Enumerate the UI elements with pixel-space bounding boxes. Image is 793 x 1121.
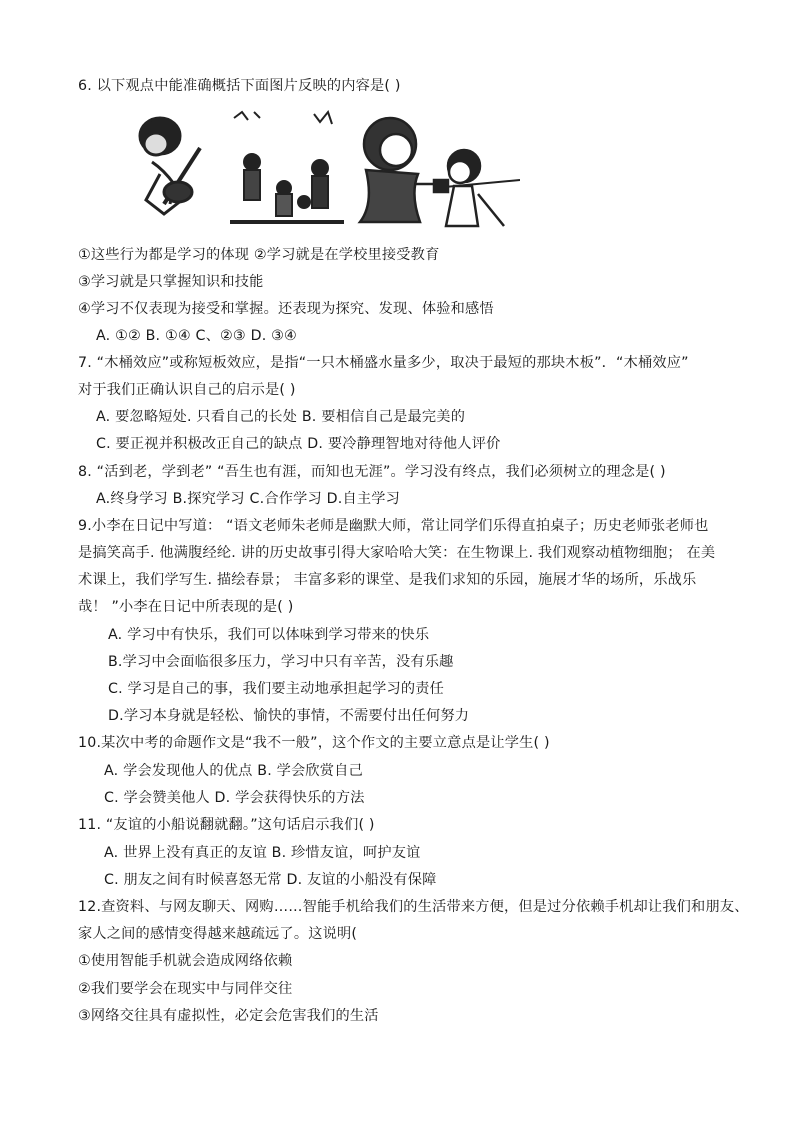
q7-stem-line-1: 7. “木桶效应”或称短板效应，是指“一只木桶盛水量多少，取决于最短的那块木板”．“木桶效应” (78, 355, 689, 371)
q12-statement-2: ②我们要学会在现实中与同伴交往 (78, 981, 293, 997)
q12-statement-3: ③网络交往具有虚拟性，必定会危害我们的生活 (78, 1008, 379, 1024)
q10-stem: 10.某次中考的命题作文是“我不一般”，这个作文的主要立意点是让学生( ) (78, 735, 550, 751)
q9-option-c: C. 学习是自己的事，我们要主动地承担起学习的责任 (108, 681, 445, 697)
q9-stem-line-2: 是搞笑高手. 他满腹经纶. 讲的历史故事引得大家哈哈大笑：在生物课上. 我们观察动植物细胞； 在美 (78, 545, 716, 561)
q8-options: A.终身学习 B.探究学习 C.合作学习 D.自主学习 (96, 491, 400, 507)
q7-options-row-1: A. 要忽略短处. 只看自己的长处 B. 要相信自己是最完美的 (96, 409, 466, 425)
q6-options: A. ①② B. ①④ C、②③ D. ③④ (96, 328, 297, 344)
q12-statement-1: ①使用智能手机就会造成网络依赖 (78, 953, 293, 969)
classroom-scene (228, 110, 344, 226)
q6-stem: 6. 以下观点中能准确概括下面图片反映的内容是( ) (78, 78, 401, 94)
q10-options-row-1: A. 学会发现他人的优点 B. 学会欣赏自己 (104, 763, 363, 779)
q7-options-row-2: C. 要正视并积极改正自己的缺点 D. 要冷静理智地对待他人评价 (96, 436, 501, 452)
q6-statement-3: ③学习就是只掌握知识和技能 (78, 274, 264, 290)
q9-option-a: A. 学习中有快乐，我们可以体味到学习带来的快乐 (108, 627, 430, 643)
q12-stem-line-1: 12.查资料、与网友聊天、网购……智能手机给我们的生活带来方便，但是过分依赖手机却让我们和朋友、 (78, 899, 749, 915)
q9-stem-line-1: 9.小李在日记中写道： “语文老师朱老师是幽默大师，常让同学们乐得直拍桌子；历史老师张老师也 (78, 518, 709, 534)
q6-statement-1-2: ①这些行为都是学习的体现 ②学习就是在学校里接受教育 (78, 247, 440, 263)
q6-statement-4: ④学习不仅表现为接受和掌握。还表现为探究、发现、体验和感悟 (78, 301, 494, 317)
q8-stem: 8. “活到老，学到老” “吾生也有涯，而知也无涯”。学习没有终点，我们必须树立的理念是( ) (78, 464, 666, 480)
q7-stem-line-2: 对于我们正确认识自己的启示是( ) (78, 382, 296, 398)
q11-stem: 11. “友谊的小船说翻就翻。”这句话启示我们( ) (78, 817, 375, 833)
q11-options-row-1: A. 世界上没有真正的友谊 B. 珍惜友谊，呵护友谊 (104, 845, 421, 861)
q9-option-d: D.学习本身就是轻松、愉快的事情，不需要付出任何努力 (108, 708, 470, 724)
q10-options-row-2: C. 学会赞美他人 D. 学会获得快乐的方法 (104, 790, 365, 806)
q11-options-row-2: C. 朋友之间有时候喜怒无常 D. 友谊的小船没有保障 (104, 872, 437, 888)
q12-stem-line-2: 家人之间的感情变得越来越疏远了。这说明( (78, 926, 358, 942)
q6-illustration (134, 104, 520, 230)
q9-option-b: B.学习中会面临很多压力，学习中只有辛苦，没有乐趣 (108, 654, 454, 670)
boy-with-stick-figure (140, 118, 200, 214)
q9-stem-line-4: 哉！ ”小李在日记中所表现的是( ) (78, 599, 294, 615)
mother-and-child-figure (360, 118, 520, 226)
q9-stem-line-3: 术课上，我们学写生. 描绘春景； 丰富多彩的课堂、是我们求知的乐园，施展才华的场所，乐战乐 (78, 572, 697, 588)
